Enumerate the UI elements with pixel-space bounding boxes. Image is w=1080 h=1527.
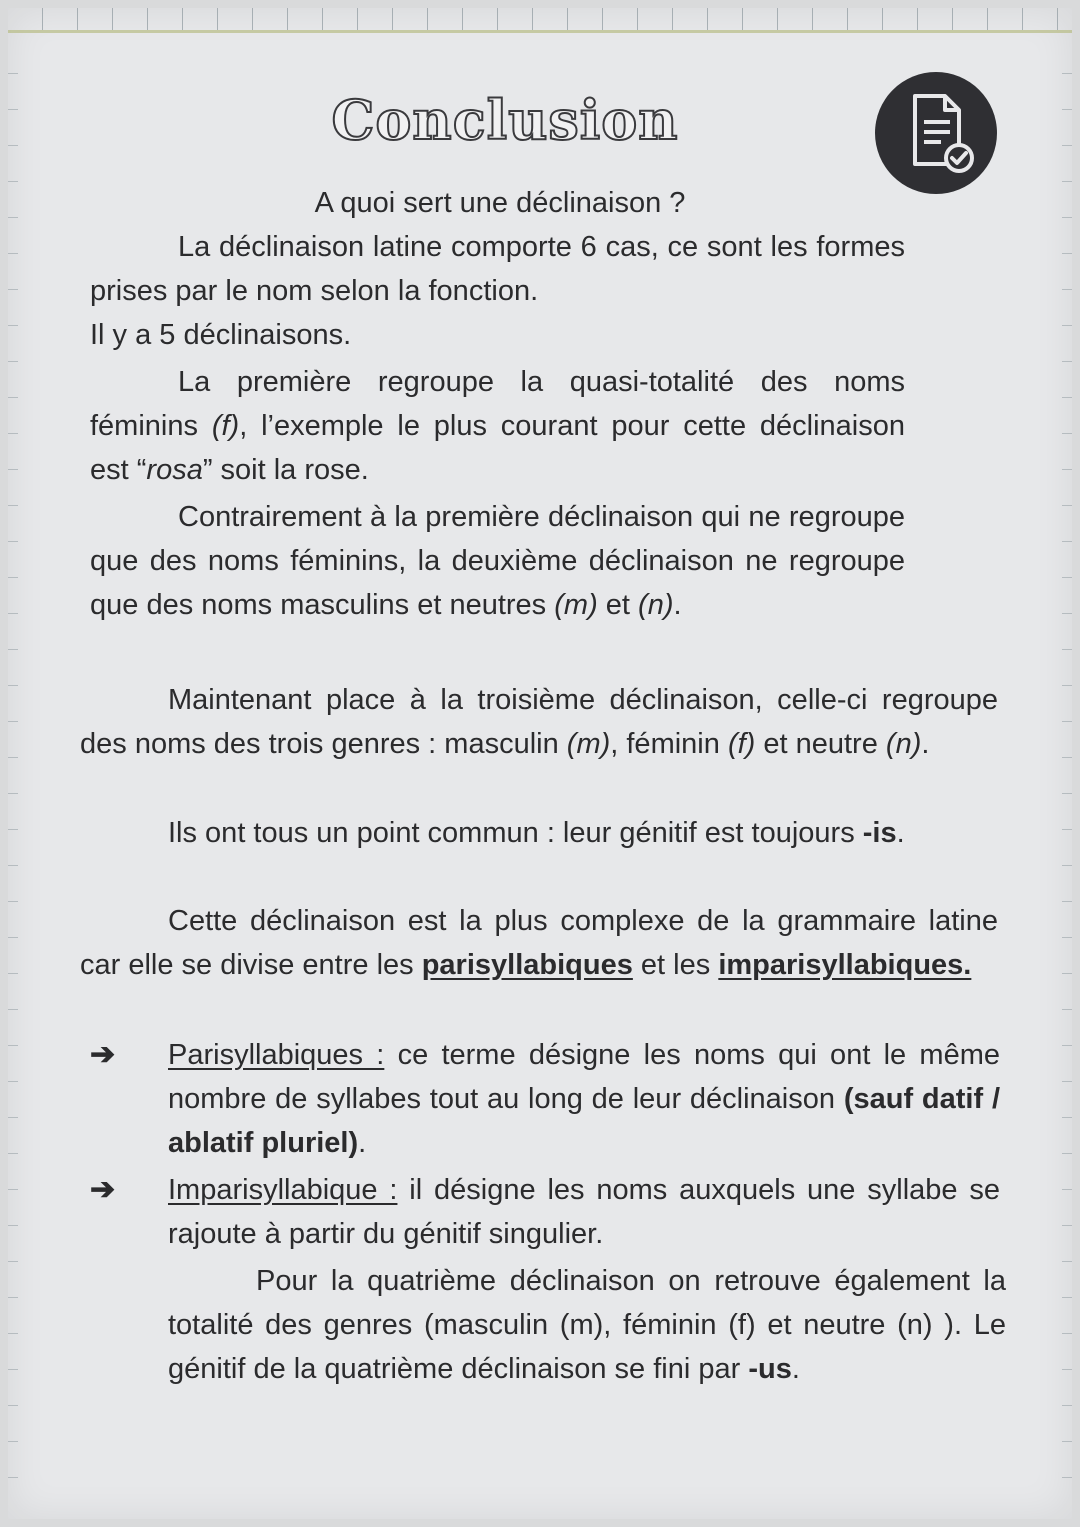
paragraph-cases xyxy=(90,225,905,313)
p4-text-b: et xyxy=(597,589,639,621)
arrow-bullet-icon: ➔ xyxy=(90,1038,116,1071)
paragraph-cases-text: La déclinaison latine comporte 6 cas, ce sont les formes prises par le nom selon la fonction. xyxy=(90,231,905,307)
p5-text-c: et neutre xyxy=(755,728,886,760)
p6-text-b: . xyxy=(896,817,905,849)
p7-term-parisyllabiques: parisyllabiques xyxy=(421,949,633,981)
p7-text-b: et les xyxy=(632,949,719,981)
p3-text-c: ” soit la rose. xyxy=(202,454,369,486)
document-check-icon xyxy=(875,72,997,194)
p5-text-b: , féminin xyxy=(610,728,728,760)
bullet-parisyllabiques xyxy=(168,1033,1000,1165)
p4-text-a: Contrairement à la première déclinaison qui ne regroupe que des noms féminins, la deuxième déclinaison ne regroupe que des noms masculins et neutres xyxy=(90,501,905,621)
paragraph-genitive-is xyxy=(80,811,998,855)
bullet-text: ce terme désigne les noms qui ont le même nombre de syllabes tout au long de leur déclinaison xyxy=(168,1039,1001,1115)
p5-text-a: Maintenant place à la troisième déclinaison, celle-ci regroupe des noms des trois genres : masculin xyxy=(80,684,998,760)
bullet-text-end: . xyxy=(358,1127,367,1159)
paragraph-second-declension xyxy=(90,495,905,627)
question-heading: A quoi sert une déclinaison ? xyxy=(314,187,686,219)
p5-gender-f: (f) xyxy=(727,728,756,760)
p8-text-a: Pour la quatrième déclinaison on retrouve également la totalité des genres (masculin (m), féminin (f) et neutre (n) ). Le génitif de la quatrième déclinaison se fini par xyxy=(168,1265,1006,1385)
bullet-text: il désigne les noms auxquels une syllabe se rajoute à partir du génitif singulier. xyxy=(168,1174,1000,1250)
bullet-term: Imparisyllabique : xyxy=(168,1174,398,1206)
p3-text-b: , l’exemple le plus courant pour cette déclinaison est “ xyxy=(90,410,906,486)
margin-ticks-right xyxy=(1062,38,1072,1508)
grid-paper-edge xyxy=(8,8,1072,33)
bullet-imparisyllabique xyxy=(168,1168,1000,1256)
bullet-bold-text: (sauf datif / ablatif pluriel) xyxy=(168,1083,1001,1159)
p7-text-a: Cette déclinaison est la plus complexe de la grammaire latine car elle se divise entre les xyxy=(80,905,998,981)
p5-gender-n: (n) xyxy=(885,728,922,760)
p5-text-d: . xyxy=(921,728,930,760)
margin-ticks-left xyxy=(8,38,18,1508)
arrow-bullet-icon: ➔ xyxy=(90,1173,116,1206)
p6-ending-is: -is xyxy=(862,817,897,849)
p5-gender-m: (m) xyxy=(566,728,611,760)
paragraph-first-declension xyxy=(90,360,905,492)
p4-gender-m: (m) xyxy=(554,589,598,621)
paragraph-count: Il y a 5 déclinaisons. xyxy=(90,319,352,351)
p8-ending-us: -us xyxy=(748,1353,792,1385)
page-title: Conclusion xyxy=(331,88,679,152)
p3-gender-f: (f) xyxy=(211,410,240,442)
p4-text-c: . xyxy=(673,589,682,621)
p7-term-imparisyllabiques: imparisyllabiques. xyxy=(718,949,972,981)
p8-text-b: . xyxy=(791,1353,800,1385)
p4-gender-n: (n) xyxy=(638,589,674,621)
p3-example-rosa: rosa xyxy=(146,454,203,486)
bullet-term: Parisyllabiques : xyxy=(168,1039,385,1071)
paragraph-third-declension xyxy=(80,678,998,766)
paragraph-fourth-declension xyxy=(168,1259,1006,1391)
paragraph-complexity xyxy=(80,899,998,987)
p6-text-a: Ils ont tous un point commun : leur génitif est toujours xyxy=(168,817,863,849)
p3-text-a: La première regroupe la quasi-totalité des noms féminins xyxy=(90,366,905,442)
